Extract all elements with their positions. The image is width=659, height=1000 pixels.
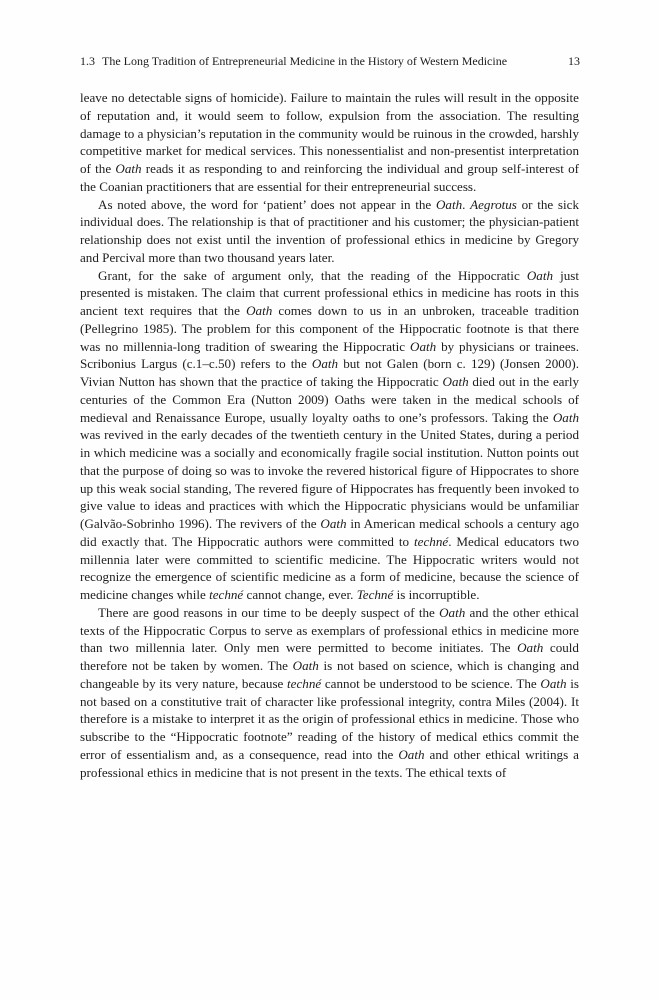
text-run: There are good reasons in our time to be deeply suspect of the <box>98 604 440 620</box>
italic-term: Oath <box>398 746 425 762</box>
paragraph <box>80 604 579 782</box>
italic-term: techné <box>287 675 322 691</box>
paragraph <box>80 267 579 604</box>
italic-term: Oath <box>410 338 437 354</box>
text-run: comes down to us in an unbroken, traceable tradition (Pellegrino 1985). The problem for this component of the Hippocratic footnote is that there was no millennia-long tradition of swearing the Hippocratic <box>80 303 580 354</box>
italic-term: techné <box>414 533 449 549</box>
italic-term: Oath <box>246 303 273 318</box>
italic-term: Techné <box>356 587 394 602</box>
running-head-title: The Long Tradition of Entrepreneurial Medicine in the History of Western Medicine <box>102 54 508 68</box>
italic-term: Oath <box>435 196 463 212</box>
italic-term: Oath <box>320 516 347 531</box>
text-run: reads it as responding to and reinforcing the individual and group self-interest of the Coanian practitioners that are essential for their entrepreneurial success. <box>80 161 579 194</box>
italic-term: Oath <box>552 409 579 425</box>
text-run: cannot change, ever. <box>243 587 357 602</box>
paragraph <box>80 196 579 267</box>
italic-term: Oath <box>526 267 554 283</box>
text-run: is incorruptible. <box>393 587 480 602</box>
italic-term: Oath <box>311 356 339 372</box>
running-head <box>80 52 580 70</box>
text-run: . <box>462 196 471 212</box>
text-run: is not based on a constitutive trait of character like professional integrity, contra Miles (2004). It therefore is a mistake to interpret it as the origin of professional ethics in medicine. Those who subscribe to the “Hippocratic footnote” reading of the history of medical ethics commit the error of essentialism and, as a consequence, read into the <box>80 675 579 762</box>
italic-term: Oath <box>292 658 319 673</box>
text-run: could therefore not be taken by women. The <box>80 640 579 673</box>
italic-term: Oath <box>439 604 466 620</box>
text-run: and the other ethical texts of the Hippocratic Corpus to serve as exemplars of professional ethics in medicine more than two millennia later. Only men were permitted to become initiates. The <box>80 604 579 656</box>
italic-term: Aegrotus <box>470 196 517 212</box>
italic-term: Oath <box>540 675 567 691</box>
text-run: but not Galen (born c. 129) (Jonsen 2000). Vivian Nutton has shown that the practice of taking the Hippocratic <box>80 356 579 389</box>
section-number: 1.3 <box>80 54 95 68</box>
text-run: As noted above, the word for ‘patient’ does not appear in the <box>98 196 436 212</box>
text-run: and other ethical writings a professional ethics in medicine that is not present in the texts. The ethical texts of <box>80 746 579 780</box>
text-run: in American medical schools a century ago did exactly that. The Hippocratic authors were committed to <box>80 516 579 549</box>
text-run: was revived in the early decades of the twentieth century in the United States, during a period in which medicine was a socially and economically fragile social institution. Nutton points out that the purpose of doing so was to invoke the revered historical figure of Hippocrates to shore up this weak social standing, The revered figure of Hippocrates has frequently been invoked to give value to ideas and practices with which the Hippocratic physicians would be unfamiliar (Galvão-Sobrinho 1996). The revivers of the <box>80 427 579 531</box>
paragraph <box>80 89 579 196</box>
page-number: 13 <box>568 54 580 68</box>
text-run: or the sick individual does. The relationship is that of practitioner and his customer; the physician-patient relationship does not exist until the invention of professional ethics in medicine by Gregory and Percival more than two thousand years later. <box>80 196 579 265</box>
text-run: is not based on science, which is changing and changeable by its very nature, because <box>80 658 579 691</box>
italic-term: Oath <box>517 640 544 656</box>
text-run: Grant, for the sake of argument only, that the reading of the Hippocratic <box>98 267 527 283</box>
text-run: . Medical educators two millennia later were committed to scientific medicine. The Hippocratic writers would not recognize the emergence of scientific medicine as a form of medicine, because the science of medicine changes while <box>80 533 579 602</box>
text-run: by physicians or trainees. Scribonius Largus (c.1–c.50) refers to the <box>80 338 580 372</box>
italic-term: Oath <box>442 374 469 389</box>
italic-term: techné <box>209 587 244 602</box>
text-run: just presented is mistaken. The claim that current professional ethics in medicine has roots in this ancient text requires that the <box>80 267 579 318</box>
italic-term: Oath <box>115 161 142 176</box>
text-run: died out in the early centuries of the Common Era (Nutton 2009) Oaths were taken in the medical schools of medieval and Renaissance Europe, usually loyalty oaths to one’s professors. Taking the <box>80 374 580 425</box>
body-text <box>80 89 579 781</box>
text-run: cannot be understood to be science. The <box>321 675 541 691</box>
text-run: leave no detectable signs of homicide). Failure to maintain the rules will result in the opposite of reputation and, it would seem to follow, expulsion from the association. The resulting damage to a physician’s reputation in the community would be ruinous in the crowded, harshly competitive market for medical services. This nonessentialist and non-presentist interpretation of the <box>80 90 579 176</box>
